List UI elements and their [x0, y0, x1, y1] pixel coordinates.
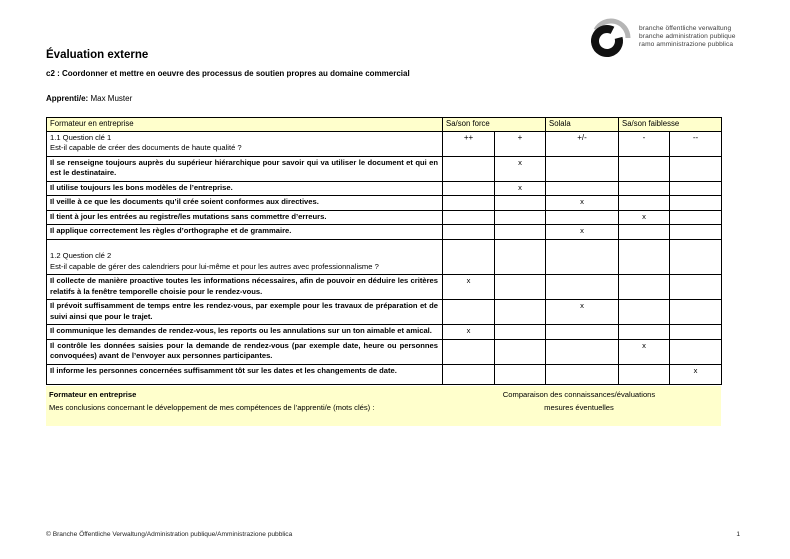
rating-cell	[619, 181, 670, 196]
scale-header-cell: +	[495, 131, 546, 156]
rating-mark: x	[495, 181, 546, 196]
cell-line: Il prévoit suffisamment de temps entre les rendez-vous, par exemple pour les travaux de préparation et de suivi ainsi que pour le trajet.	[50, 301, 438, 321]
rating-cell	[495, 210, 546, 225]
rating-mark: x	[619, 339, 670, 364]
rating-cell	[443, 225, 495, 240]
rating-cell	[670, 325, 722, 340]
rating-cell	[619, 325, 670, 340]
table-row	[47, 225, 722, 240]
table-row	[47, 210, 722, 225]
rating-cell	[670, 156, 722, 181]
rating-cell	[670, 339, 722, 364]
criteria-cell	[47, 275, 443, 300]
criteria-cell	[47, 196, 443, 211]
rating-cell	[495, 239, 546, 275]
rating-cell	[495, 225, 546, 240]
cell-line: Il contrôle les données saisies pour la demande de rendez-vous (par exemple date, heure ou personnes convoquées) avant de l’envoyer aux personnes participantes.	[50, 340, 438, 360]
table-row	[47, 156, 722, 181]
table-row	[47, 339, 722, 364]
column-header-force: Sa/son force	[443, 118, 546, 132]
evaluation-table-body	[47, 131, 722, 385]
rating-mark: x	[546, 300, 619, 325]
scale-header-cell: -	[619, 131, 670, 156]
rating-mark: x	[546, 225, 619, 240]
cell-line: 1.1 Question clé 1	[50, 132, 112, 142]
criteria-cell	[47, 364, 443, 385]
scale-header-cell: +/-	[546, 131, 619, 156]
rating-cell	[546, 181, 619, 196]
question-cell	[47, 131, 443, 156]
branch-logo-icon	[586, 14, 632, 60]
cell-line: Il veille à ce que les documents qu’il crée soient conformes aux directives.	[50, 197, 319, 206]
comparison-label: Comparaison des connaissances/évaluations	[502, 390, 656, 399]
rating-cell	[619, 300, 670, 325]
conclusion-block	[46, 386, 721, 426]
logo-line-it: ramo amministrazione pubblica	[639, 41, 734, 49]
rating-mark: x	[619, 210, 670, 225]
criteria-cell	[47, 225, 443, 240]
rating-cell	[619, 156, 670, 181]
page-number: 1	[736, 531, 740, 538]
rating-cell	[546, 156, 619, 181]
rating-cell	[443, 300, 495, 325]
column-header-faiblesse: Sa/son faiblesse	[619, 118, 722, 132]
table-row	[47, 239, 722, 275]
measures-label: mesures éventuelles	[544, 402, 614, 412]
criteria-cell	[47, 210, 443, 225]
cell-line: Il collecte de manière proactive toutes les informations nécessaires, afin de pouvoir en déduire les critères relatifs à la fenêtre temporelle choisie pour le rendez-vous.	[50, 276, 438, 296]
competency-subtitle: c2 : Coordonner et mettre en oeuvre des processus de soutien propres au domaine commercial	[46, 69, 410, 78]
rating-cell	[619, 196, 670, 211]
criteria-cell	[47, 156, 443, 181]
rating-cell	[495, 364, 546, 385]
criteria-cell	[47, 300, 443, 325]
rating-cell	[443, 339, 495, 364]
rating-cell	[670, 300, 722, 325]
criteria-cell	[47, 181, 443, 196]
conclusion-title: Formateur en entreprise	[49, 390, 137, 399]
logo-line-de: branche öffentliche verwaltung	[639, 24, 732, 32]
criteria-cell	[47, 325, 443, 340]
column-header-solala: Solala	[546, 118, 619, 132]
cell-line: Il tient à jour les entrées au registre/les mutations sans commettre d’erreurs.	[50, 211, 327, 221]
logo-line-fr: branche administration publique	[639, 32, 736, 40]
table-row	[47, 300, 722, 325]
table-row	[47, 181, 722, 196]
rating-cell	[546, 275, 619, 300]
cell-line: Il informe les personnes concernées suffisamment tôt sur les dates et les changements de date.	[50, 365, 397, 375]
rating-mark: x	[670, 364, 722, 385]
rating-cell	[443, 364, 495, 385]
rating-cell	[546, 325, 619, 340]
cell-line: Est-il capable de gérer des calendriers pour lui-même et pour les autres avec professionnalisme ?	[50, 261, 379, 271]
cell-line: Il se renseigne toujours auprès du supérieur hiérarchique pour savoir qui va utiliser le document et qui en est le destinataire.	[50, 157, 438, 177]
rating-cell	[670, 196, 722, 211]
page-footer	[46, 531, 740, 538]
rating-cell	[495, 339, 546, 364]
rating-cell	[443, 156, 495, 181]
column-header-formateur: Formateur en entreprise	[47, 118, 443, 132]
rating-mark: x	[443, 325, 495, 340]
rating-mark: x	[495, 156, 546, 181]
rating-cell	[443, 181, 495, 196]
branch-logo-text	[639, 25, 736, 50]
rating-cell	[495, 196, 546, 211]
cell-line: Il utilise toujours les bons modèles de l’entreprise.	[50, 182, 233, 192]
rating-cell	[546, 364, 619, 385]
cell-line: Il applique correctement les règles d’orthographe et de grammaire.	[50, 226, 292, 235]
rating-cell	[670, 181, 722, 196]
table-row	[47, 196, 722, 211]
rating-cell	[670, 275, 722, 300]
rating-cell	[619, 239, 670, 275]
rating-mark: x	[546, 196, 619, 211]
table-row	[47, 325, 722, 340]
apprentice-label: Apprenti/e:	[46, 94, 89, 103]
rating-cell	[670, 225, 722, 240]
rating-cell	[443, 210, 495, 225]
rating-cell	[670, 210, 722, 225]
cell-line	[50, 241, 438, 252]
scale-header-cell: ++	[443, 131, 495, 156]
rating-cell	[546, 239, 619, 275]
cell-line: Il communique les demandes de rendez-vous, les reports ou les annulations sur un ton aimable et amical.	[50, 326, 432, 335]
conclusion-text: Mes conclusions concernant le développement de mes compétences de l’apprenti/e (mots clés) :	[49, 402, 375, 412]
rating-mark: x	[443, 275, 495, 300]
rating-cell	[619, 275, 670, 300]
table-row	[47, 131, 722, 156]
apprentice-line	[46, 94, 719, 103]
scale-header-cell: --	[670, 131, 722, 156]
organization-logo	[586, 14, 736, 60]
cell-line: Est-il capable de créer des documents de haute qualité ?	[50, 143, 242, 152]
evaluation-table	[46, 117, 722, 385]
rating-cell	[495, 275, 546, 300]
table-row	[47, 364, 722, 385]
cell-line: 1.2 Question clé 2	[50, 251, 112, 260]
rating-cell	[619, 225, 670, 240]
criteria-cell	[47, 339, 443, 364]
apprentice-name: Max Muster	[90, 94, 133, 103]
rating-cell	[546, 339, 619, 364]
table-row	[47, 275, 722, 300]
rating-cell	[619, 364, 670, 385]
rating-cell	[443, 239, 495, 275]
conclusion-left	[49, 389, 441, 414]
rating-cell	[443, 196, 495, 211]
copyright-text: © Branche Öffentliche Verwaltung/Administration publique/Amministrazione pubblica	[46, 531, 293, 538]
question-cell	[47, 239, 443, 275]
table-header-row	[47, 118, 722, 132]
rating-cell	[495, 325, 546, 340]
rating-cell	[495, 300, 546, 325]
rating-cell	[546, 210, 619, 225]
page-title: Évaluation externe	[46, 49, 149, 61]
conclusion-right	[441, 389, 717, 414]
rating-cell	[670, 239, 722, 275]
